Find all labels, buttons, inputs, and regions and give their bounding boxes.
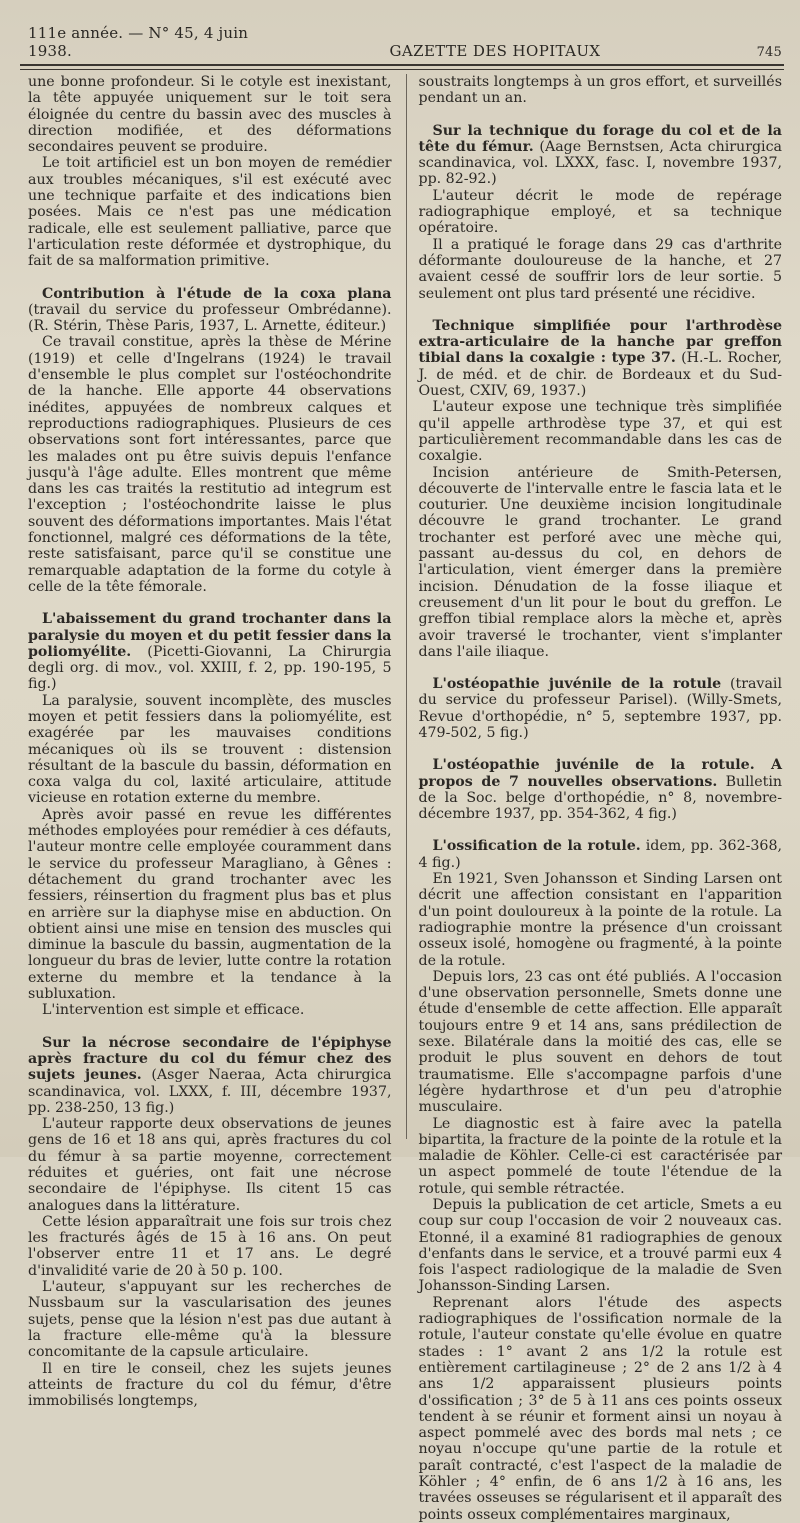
section-reference: (travail du service du professeur Ombrédanne). (R. Stérin, Thèse Paris, 1937, L. Arnette, éditeur.) [28, 301, 392, 335]
continued-paragraph: Le toit artificiel est un bon moyen de remédier aux troubles mécaniques, s'il est exécuté avec une technique parfaite et des indications bien posées. Mais ce n'est pas une médication radicale, elle est seulement palliative, parce que l'articulation reste déformée et dystrophique, du fait de sa malformation primitive. [28, 155, 392, 270]
article-section [28, 1035, 392, 1410]
section-reference: idem, pp. 362-368, 4 fig.) [418, 838, 782, 871]
section-paragraph: Ce travail constitue, après la thèse de Mérine (1919) et celle d'Ingelrans (1924) le travail d'ensemble le plus complet sur l'ostéochondrite de la hanche. Elle apporte 44 observations inédites, appuyées de nombreux calques et reproductions radiographiques. Plusieurs de ces observations sont fort intéressantes, parce que les malades ont pu être suivis depuis l'enfance jusqu'à l'âge adulte. Elles montrent que même dans les cas traités la restitutio ad integrum est l'exception ; l'ostéochondrite laisse le plus souvent des déformations importantes. Mais l'état fonctionnel, malgré ces déformations de la tête, reste satisfaisant, parce qu'il se constitue une remarquable adaptation de la forme du cotyle à celle de la tête fémorale. [28, 334, 392, 595]
section-heading [419, 757, 783, 822]
section-title: Sur la nécrose secondaire de l'épiphyse après fracture du col du fémur chez des sujets jeunes. [28, 1034, 392, 1084]
continued-paragraph: soustraits longtemps à un gros effort, et surveillés pendant un an. [418, 74, 782, 107]
section-paragraph: En 1921, Sven Johansson et Sinding Larsen ont décrit une affection consistant en l'apparition d'un point douloureux à la pointe de la rotule. La radiographie montre la présence d'un croissant osseux isolé, homogène ou fragmenté, à la pointe de la rotule. [418, 871, 782, 969]
section-title: L'ossification de la rotule. [432, 838, 641, 855]
section-title: L'ostéopathie juvénile de la rotule. A propos de 7 nouvelles observations. [418, 757, 782, 790]
section-title: L'ostéopathie juvénile de la rotule [432, 676, 722, 693]
right-column [406, 74, 783, 1523]
page-number: 745 [756, 45, 782, 60]
section-paragraph: L'auteur expose une technique très simplifiée qu'il appelle arthrodèse type 37, et qui est particulièrement recommandable dans les cas de coxalgie. [418, 399, 782, 465]
section-paragraph: Depuis lors, 23 cas ont été publiés. A l'occasion d'une observation personnelle, Smets donne une étude d'ensemble de cette affection. Elle apparaît toujours entre 9 et 14 ans, sans prédilection de sexe. Bilatérale dans la moitié des cas, elle se produit le plus souvent en dehors de tout traumatisme. Elle s'accompagne parfois d'une légère hydarthrose et d'un peu d'atrophie musculaire. [418, 968, 782, 1116]
section-heading [419, 123, 783, 188]
section-paragraph: Il en tire le conseil, chez les sujets jeunes atteints de fracture du col du fémur, d'être immobilisés longtemps, [28, 1360, 392, 1410]
article-section [419, 123, 783, 302]
section-title: Sur la technique du forage du col et de la tête du fémur. [418, 122, 782, 155]
article-columns [28, 74, 782, 1523]
section-heading [419, 838, 783, 871]
journal-title: GAZETTE DES HOPITAUX [389, 42, 601, 60]
section-title: L'abaissement du grand trochanter dans la paralysie du moyen et du petit fessier dans la poliomyélite. [28, 611, 392, 660]
section-paragraph: Reprenant alors l'étude des aspects radiographiques de l'ossification normale de la rotule, l'auteur constate qu'elle évolue en quatre stades : 1° avant 2 ans 1/2 la rotule est entièrement cartilagineuse ; 2° de 2 ans 1/2 à 4 ans 1/2 apparaissent plusieurs points d'ossification ; 3° de 5 à 11 ans ces points osseux tendent à se réunir et forment ainsi un noyau à aspect pommelé avec des bords mal nets ; ce noyau n'occupe qu'une partie de la rotule et paraît contracté, c'est l'aspect de la maladie de Köhler ; 4° enfin, de 6 ans 1/2 à 16 ans, les travées osseuses se régularisent et il apparaît des points osseux complémentaires marginaux, [418, 1294, 782, 1523]
section-reference: (Picetti-Giovanni, La Chirurgia degli org. di mov., vol. XXIII, f. 2, pp. 190-195, 5 fig.) [28, 643, 392, 693]
section-heading [28, 1035, 392, 1116]
header-rule [20, 64, 784, 66]
article-section [419, 757, 783, 822]
issue-line: 111e année. — N° 45, 4 juin 1938. [28, 24, 249, 60]
section-reference: (Asger Naeraa, Acta chirurgica scandinavica, vol. LXXX, f. III, décembre 1937, pp. 238-250, 13 fig.) [28, 1067, 392, 1116]
article-section [419, 838, 783, 1522]
section-paragraph: L'auteur rapporte deux observations de jeunes gens de 16 et 18 ans qui, après fractures du col du fémur à sa partie moyenne, correctement réduites et guéries, ont fait une nécrose secondaire de l'épiphyse. Ils citent 15 cas analogues dans la littérature. [28, 1116, 392, 1214]
section-reference: (travail du service du professeur Parisel). (Willy-Smets, Revue d'orthopédie, n° 5, septembre 1937, pp. 479-502, 5 fig.) [418, 676, 782, 741]
left-column [28, 74, 392, 1410]
section-paragraph: L'intervention est simple et efficace. [42, 1002, 305, 1019]
section-title: Technique simplifiée pour l'arthrodèse extra-articulaire de la hanche par greffon tibial dans la coxalgie : type 37. [418, 317, 782, 367]
section-paragraph: L'auteur décrit le mode de repérage radiographique employé, et sa technique opératoire. [418, 187, 782, 237]
section-paragraph: Incision antérieure de Smith-Petersen, découverte de l'intervalle entre le fascia lata et le couturier. Une deuxième incision longitudinale découvre le grand trochanter. Le grand trochanter est perforé avec une mèche qui, passant au-dessus du col, en dehors de l'articulation, vient émerger dans la première incision. Dénudation de la fosse iliaque et creusement d'un lit pour le bout du greffon. Le greffon tibial remplace alors la mèche et, après avoir traversé le trochanter, vient s'implanter dans l'aile iliaque. [418, 464, 782, 660]
article-section [419, 676, 783, 741]
section-reference: (H.-L. Rocher, J. de méd. et de chir. de Bordeaux et du Sud-Ouest, CXIV, 69, 1937.) [418, 350, 782, 400]
article-section [419, 318, 783, 660]
section-heading [28, 286, 392, 335]
page-header [28, 20, 782, 60]
section-paragraph: Le diagnostic est à faire avec la patella bipartita, la fracture de la pointe de la rotule et la maladie de Köhler. Celle-ci est caractérisée par un aspect pommelé de toute l'étendue de la rotule, qui semble rétractée. [418, 1115, 782, 1197]
section-heading [28, 611, 392, 692]
section-title: Contribution à l'étude de la coxa plana [42, 285, 392, 302]
section-reference: Bulletin de la Soc. belge d'orthopédie, n° 8, novembre-décembre 1937, pp. 354-362, 4 fig.) [418, 773, 782, 823]
header-rule-thin [20, 69, 784, 70]
article-section [28, 611, 392, 1018]
section-paragraph: Depuis la publication de cet article, Smets a eu coup sur coup l'occasion de voir 2 nouveaux cas. Etonné, il a examiné 81 radiographies de genoux d'enfants dans le service, et a trouvé parmi eux 4 fois l'aspect radiologique de la maladie de Sven Johansson-Sinding Larsen. [418, 1197, 782, 1295]
section-heading [419, 676, 783, 741]
section-paragraph: Cette lésion apparaîtrait une fois sur trois chez les fracturés âgés de 15 à 16 ans. On peut l'observer entre 11 et 17 ans. Le degré d'invalidité varie de 20 à 50 p. 100. [28, 1213, 392, 1279]
section-paragraph: Il a pratiqué le forage dans 29 cas d'arthrite déformante douloureuse de la hanche, et 27 avaient cessé de souffrir lors de leur sortie. 5 seulement ont plus tard présenté une récidive. [418, 236, 782, 302]
continued-paragraph: une bonne profondeur. Si le cotyle est inexistant, la tête appuyée uniquement sur le toit sera éloignée du centre du bassin avec des muscles à direction modifiée, et des déformations secondaires peuvent se produire. [28, 74, 392, 156]
section-paragraph: L'auteur, s'appuyant sur les recherches de Nussbaum sur la vascularisation des jeunes sujets, pense que la lésion n'est pas due autant à la fracture elle-même qu'à la blessure concomitante de la capsule articulaire. [28, 1279, 392, 1361]
section-heading [419, 318, 783, 399]
section-reference: (Aage Bernstsen, Acta chirurgica scandinavica, vol. LXXX, fasc. I, novembre 1937, pp. 82-92.) [418, 138, 782, 188]
section-paragraph: Après avoir passé en revue les différentes méthodes employées pour remédier à ces défauts, l'auteur montre celle employée couramment dans le service du professeur Maragliano, à Gênes : détachement du grand trochanter avec les fessiers, réinsertion du fragment plus bas et plus en arrière sur la diaphyse mise en abduction. On obtient ainsi une mise en tension des muscles qui diminue la bascule du bassin, augmentation de la longueur du bras de levier, lutte contre la rotation externe du membre et la tendance à la subluxation. [28, 806, 392, 1003]
article-section [28, 286, 392, 596]
section-paragraph: La paralysie, souvent incomplète, des muscles moyen et petit fessiers dans la poliomyélite, est exagérée par les mauvaises conditions mécaniques où ils se trouvent : distension résultant de la bascule du bassin, déformation en coxa valga du col, laxité articulaire, attitude vicieuse en rotation externe du membre. [28, 692, 392, 807]
